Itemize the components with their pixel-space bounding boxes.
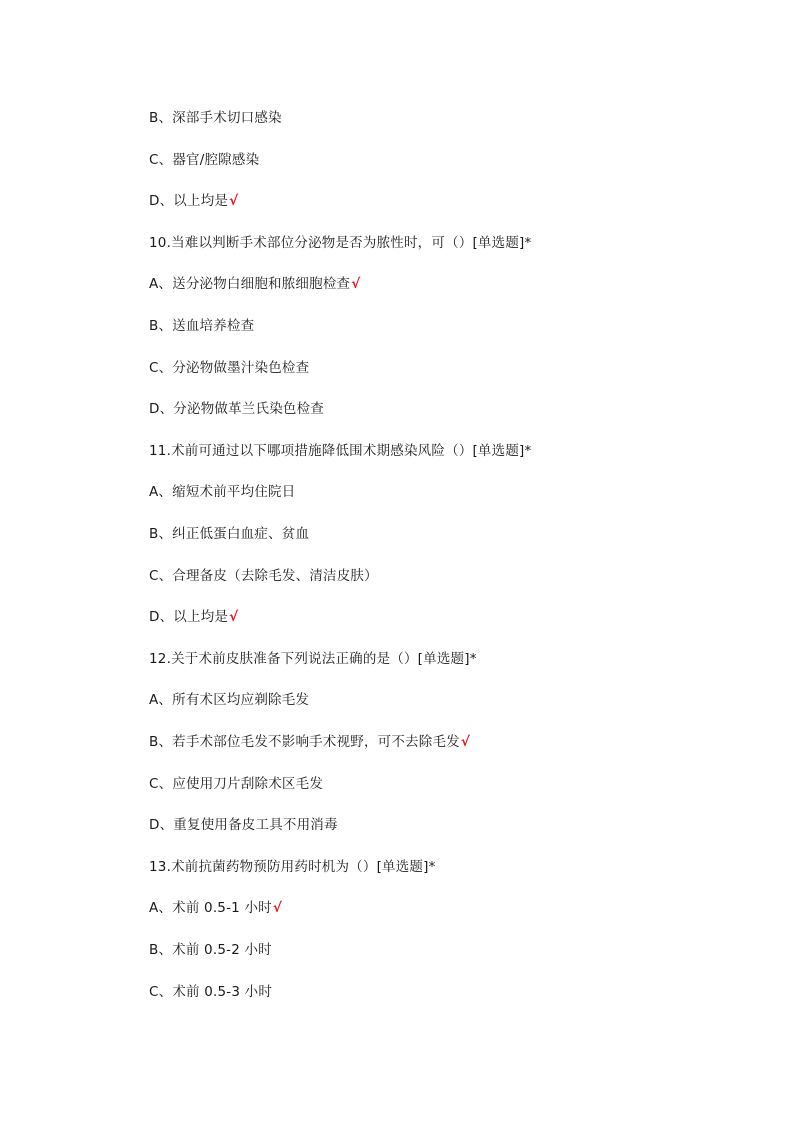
line-text: A、缩短术前平均住院日: [149, 484, 296, 500]
question-line: [149, 857, 437, 877]
line-text: C、合理备皮（去除毛发、清洁皮肤）: [149, 568, 378, 584]
line-text: C、应使用刀片刮除术区毛发: [149, 776, 324, 792]
line-text: C、器官/腔隙感染: [149, 152, 260, 168]
option-line: [149, 898, 282, 918]
line-text: D、以上均是: [149, 609, 229, 625]
option-line: [149, 274, 360, 294]
option-line: [149, 566, 379, 586]
question-line: [149, 649, 478, 669]
line-text: A、送分泌物白细胞和脓细胞检查: [149, 276, 351, 292]
option-line: [149, 316, 255, 336]
line-text: 10.当难以判断手术部位分泌物是否为脓性时，可（）[单选题]*: [149, 235, 532, 251]
checkmark-icon: √: [272, 900, 283, 916]
option-line: [149, 399, 325, 419]
option-line: [149, 108, 283, 128]
option-line: [149, 150, 260, 170]
checkmark-icon: √: [229, 193, 239, 209]
line-text: B、术前 0.5-2 小时: [149, 942, 272, 958]
line-text: B、若手术部位毛发不影响手术视野，可不去除毛发: [149, 734, 460, 750]
line-text: D、以上均是: [149, 193, 229, 209]
checkmark-icon: √: [351, 276, 361, 292]
option-line: [149, 815, 339, 835]
option-line: [149, 358, 310, 378]
option-line: [149, 774, 324, 794]
line-text: C、分泌物做墨汁染色检查: [149, 360, 310, 376]
question-line: [149, 441, 532, 461]
line-text: D、重复使用备皮工具不用消毒: [149, 817, 338, 833]
option-line: [149, 524, 310, 544]
line-text: B、深部手术切口感染: [149, 110, 282, 126]
line-text: C、术前 0.5-3 小时: [149, 984, 273, 1000]
checkmark-icon: √: [460, 734, 471, 750]
line-text: A、术前 0.5-1 小时: [149, 900, 272, 916]
option-line: [149, 940, 273, 960]
option-line: [149, 690, 310, 710]
option-line: [149, 732, 470, 752]
line-text: B、纠正低蛋白血症、贫血: [149, 526, 310, 542]
line-text: 12.关于术前皮肤准备下列说法正确的是（）[单选题]*: [149, 651, 477, 667]
option-line: [149, 982, 273, 1002]
question-line: [149, 233, 532, 253]
checkmark-icon: √: [229, 609, 239, 625]
line-text: 11.术前可通过以下哪项措施降低围术期感染风险（）[单选题]*: [149, 443, 532, 459]
line-text: D、分泌物做革兰氏染色检查: [149, 401, 324, 417]
option-line: [149, 191, 238, 211]
line-text: 13.术前抗菌药物预防用药时机为（）[单选题]*: [149, 859, 436, 875]
option-line: [149, 607, 238, 627]
option-line: [149, 482, 296, 502]
line-text: A、所有术区均应剃除毛发: [149, 692, 310, 708]
line-text: B、送血培养检查: [149, 318, 255, 334]
